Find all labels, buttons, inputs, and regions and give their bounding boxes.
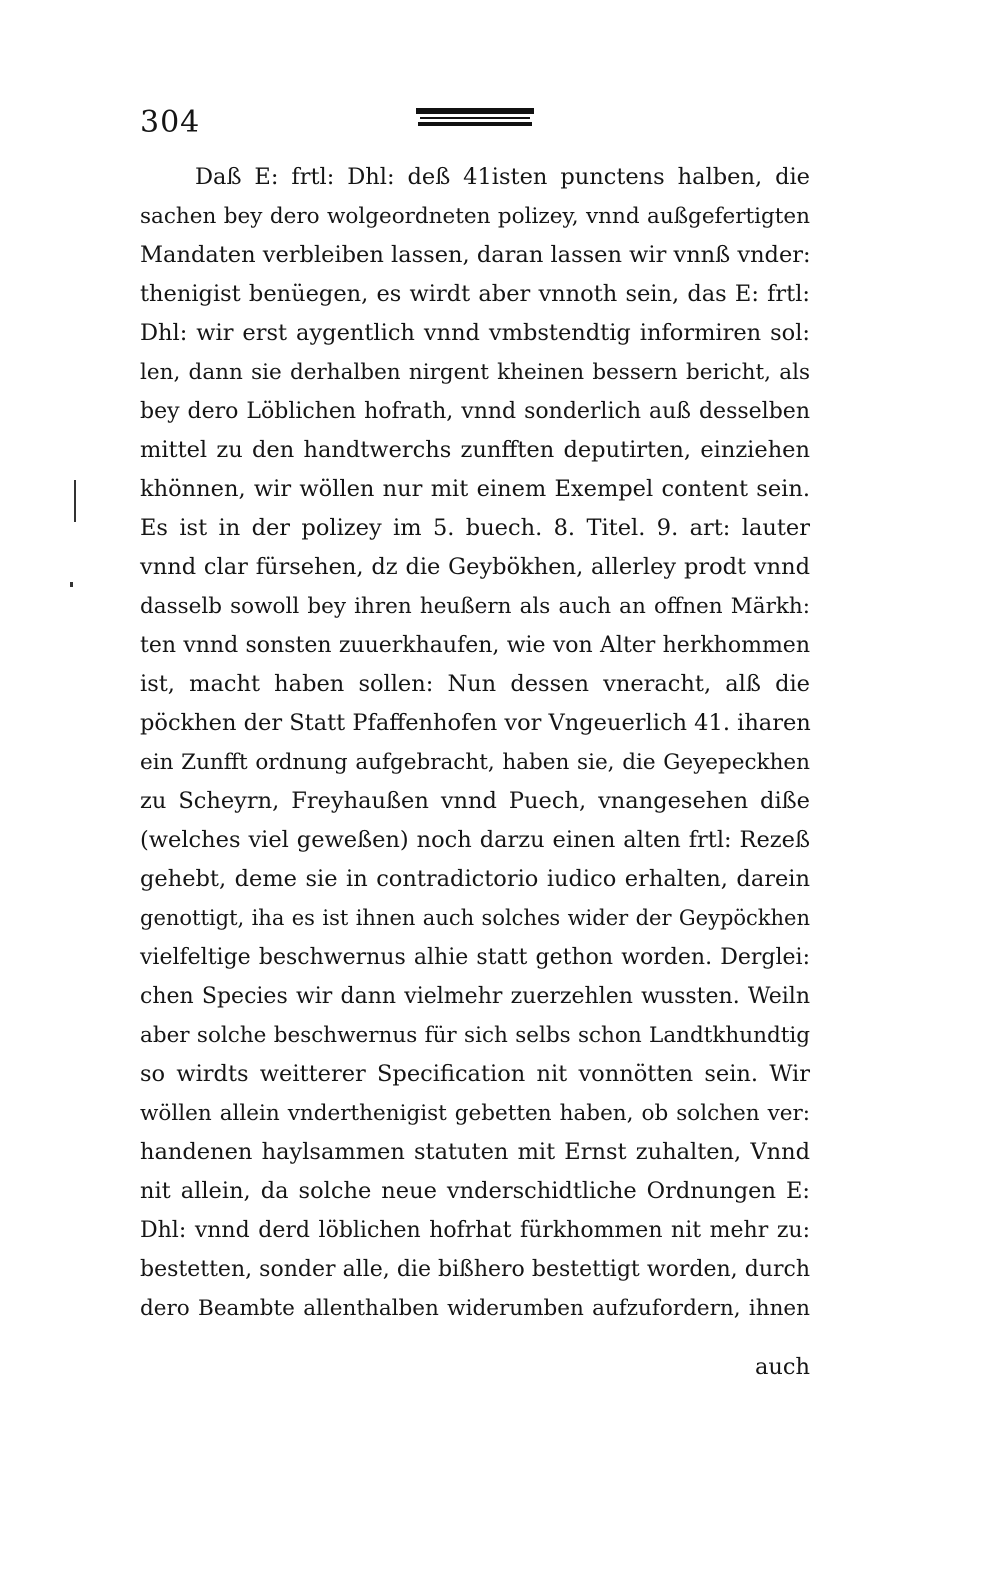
text-line: dero Beambte allenthalben widerumben aufzufordern, ihnen [140, 1296, 810, 1321]
text-line: vnnd clar fürsehen, dz die Geybökhen, allerley prodt vnnd [140, 554, 810, 580]
text-line: vielfeltige beschwernus alhie statt gethon worden. Derglei: [140, 945, 810, 970]
text-line: ist, macht haben sollen: Nun dessen vneracht, alß die [140, 671, 810, 697]
text-line: Mandaten verbleiben lassen, daran lassen wir vnnß vnder: [140, 242, 811, 268]
text-line: handenen haylsammen statuten mit Ernst zuhalten, Vnnd [140, 1139, 810, 1165]
text-line: Dhl: vnnd derd löblichen hofrhat fürkhommen nit mehr zu: [140, 1218, 810, 1243]
text-line: bey dero Löblichen hofrath, vnnd sonderlich auß desselben [140, 399, 810, 424]
ornament-bar-bottom [418, 122, 532, 126]
text-line: aber solche beschwernus für sich selbs schon Landtkhundtig [140, 1023, 810, 1048]
text-line: ten vnnd sonsten zuuerkhaufen, wie von Alter herkhommen [140, 633, 810, 658]
margin-mark [74, 480, 76, 522]
text-line: thenigist benüegen, es wirdt aber vnnoth sein, das E: frtl: [140, 281, 810, 307]
text-line: len, dann sie derhalben nirgent kheinen bessern bericht, als [140, 360, 810, 385]
margin-dot [70, 582, 73, 587]
text-line: ein Zunfft ordnung aufgebracht, haben sie, die Geyepeckhen [140, 750, 810, 775]
text-line: pöckhen der Statt Pfaffenhofen vor Vngeuerlich 41. iharen [140, 710, 811, 736]
text-line: Dhl: wir erst aygentlich vnnd vmbstendtig informiren sol: [140, 320, 810, 346]
text-line: Daß E: frtl: Dhl: deß 41isten punctens halben, die [195, 164, 810, 190]
text-line: dasselb sowoll bey ihren heußern als auch an offnen Märkh: [140, 594, 810, 619]
text-line: wöllen allein vnderthenigist gebetten haben, ob solchen ver: [140, 1101, 810, 1126]
ornament-bar-middle [420, 117, 530, 119]
text-line: genottigt, iha es ist ihnen auch solches wider der Geypöckhen [140, 906, 810, 930]
text-line: chen Species wir dann vielmehr zuerzehlen wussten. Weiln [140, 984, 810, 1009]
ornament-bar-top [416, 108, 534, 114]
body-text [140, 158, 810, 1328]
text-line: so wirdts weitterer Specification nit vonnötten sein. Wir [140, 1061, 810, 1087]
text-line: gehebt, deme sie in contradictorio iudico erhalten, darein [140, 866, 810, 892]
text-line: sachen bey dero wolgeordneten polizey, vnnd außgefertigten [140, 204, 810, 229]
page-number: 304 [140, 105, 201, 140]
text-line: (welches viel geweßen) noch darzu einen alten frtl: Rezeß [140, 827, 810, 853]
text-line: mittel zu den handtwerchs zunfften deputirten, einziehen [140, 437, 810, 463]
header-ornament-rule [416, 108, 534, 126]
text-line: bestetten, sonder alle, die bißhero bestettigt worden, durch [140, 1257, 810, 1282]
text-line: Es ist in der polizey im 5. buech. 8. Titel. 9. art: lauter [140, 515, 810, 541]
text-line: zu Scheyrn, Freyhaußen vnnd Puech, vnangesehen diße [140, 788, 810, 814]
text-line: khönnen, wir wöllen nur mit einem Exempel content sein. [140, 476, 810, 502]
text-line: nit allein, da solche neue vnderschidtliche Ordnungen E: [140, 1178, 810, 1204]
catchword: auch [755, 1354, 810, 1380]
